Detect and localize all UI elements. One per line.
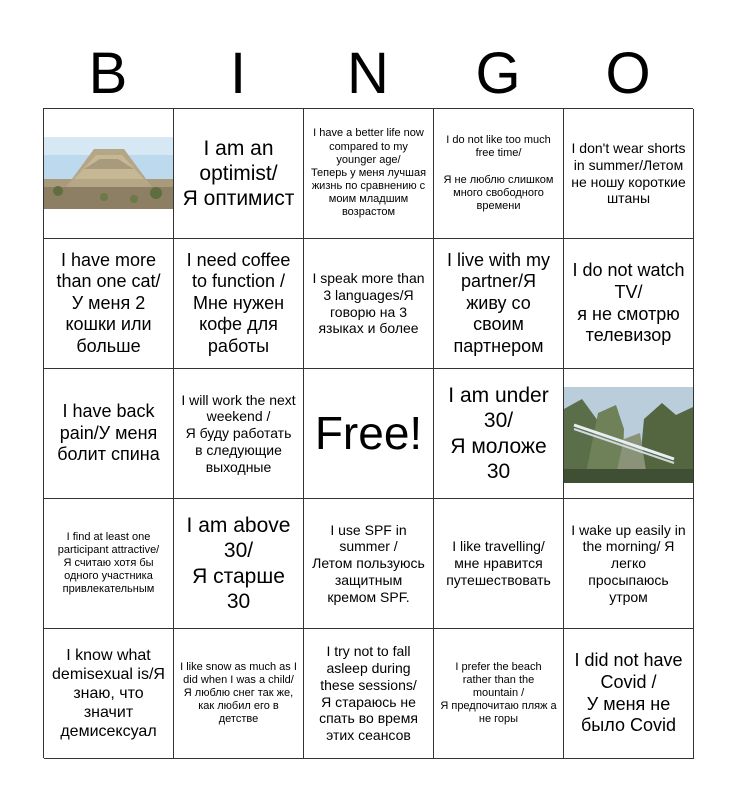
cell-tv[interactable]: I do not watch TV/ я не смотрю телевизор xyxy=(564,239,694,369)
cell-bridge-image[interactable] xyxy=(564,369,694,499)
bingo-header xyxy=(43,40,693,108)
cell-cats[interactable]: I have more than one cat/ У меня 2 кошки или больше xyxy=(44,239,174,369)
cell-participant-attractive[interactable]: I find at least one participant attractive/ Я считаю хотя бы одного участника привлекательным xyxy=(44,499,174,629)
header-letter-b: B xyxy=(88,41,128,106)
cell-free-time[interactable]: I do not like too much free time/ Я не люблю слишком много свободного времени xyxy=(434,109,564,239)
header-letter-g: G xyxy=(475,41,521,106)
cell-coffee[interactable]: I need coffee to function / Мне нужен кофе для работы xyxy=(174,239,304,369)
cell-above-30[interactable]: I am above 30/ Я старше 30 xyxy=(174,499,304,629)
glass-bridge-image xyxy=(564,369,693,498)
cell-work-weekend[interactable]: I will work the next weekend / Я буду работать в следующие выходные xyxy=(174,369,304,499)
bingo-card xyxy=(43,108,693,758)
cell-free-space[interactable]: Free! xyxy=(304,369,434,499)
cell-back-pain[interactable]: I have back pain/У меня болит спина xyxy=(44,369,174,499)
cell-pyramid-image[interactable] xyxy=(44,109,174,239)
header-letter-i: I xyxy=(229,41,247,106)
cell-covid[interactable]: I did not have Covid / У меня не было Covid xyxy=(564,629,694,759)
cell-under-30[interactable]: I am under 30/ Я моложе 30 xyxy=(434,369,564,499)
cell-shorts[interactable]: I don't wear shorts in summer/Летом не ношу короткие штаны xyxy=(564,109,694,239)
cell-snow[interactable]: I like snow as much as I did when I was a child/Я люблю снег так же, как любил его в детстве xyxy=(174,629,304,759)
header-letter-n: N xyxy=(347,41,389,106)
header-letter-o: O xyxy=(605,41,651,106)
cell-languages[interactable]: I speak more than 3 languages/Я говорю на 3 языках и более xyxy=(304,239,434,369)
cell-beach[interactable]: I prefer the beach rather than the mountain / Я предпочитаю пляж а не горы xyxy=(434,629,564,759)
cell-partner[interactable]: I live with my partner/Я живу со своим партнером xyxy=(434,239,564,369)
cell-optimist[interactable]: I am an optimist/ Я оптимист xyxy=(174,109,304,239)
cell-wake-up[interactable]: I wake up easily in the morning/ Я легко просыпаюсь утром xyxy=(564,499,694,629)
cell-better-life[interactable]: I have a better life now compared to my younger age/ Теперь у меня лучшая жизнь по сравнению с моим младшим возрастом xyxy=(304,109,434,239)
cell-travelling[interactable]: I like travelling/ мне нравится путешествовать xyxy=(434,499,564,629)
cell-demisexual[interactable]: I know what demisexual is/Я знаю, что значит демисексуал xyxy=(44,629,174,759)
cell-sessions[interactable]: I try not to fall asleep during these sessions/ Я стараюсь не спать во время этих сеансов xyxy=(304,629,434,759)
cell-spf[interactable]: I use SPF in summer / Летом пользуюсь защитным кремом SPF. xyxy=(304,499,434,629)
pyramid-landscape-image xyxy=(44,109,173,238)
